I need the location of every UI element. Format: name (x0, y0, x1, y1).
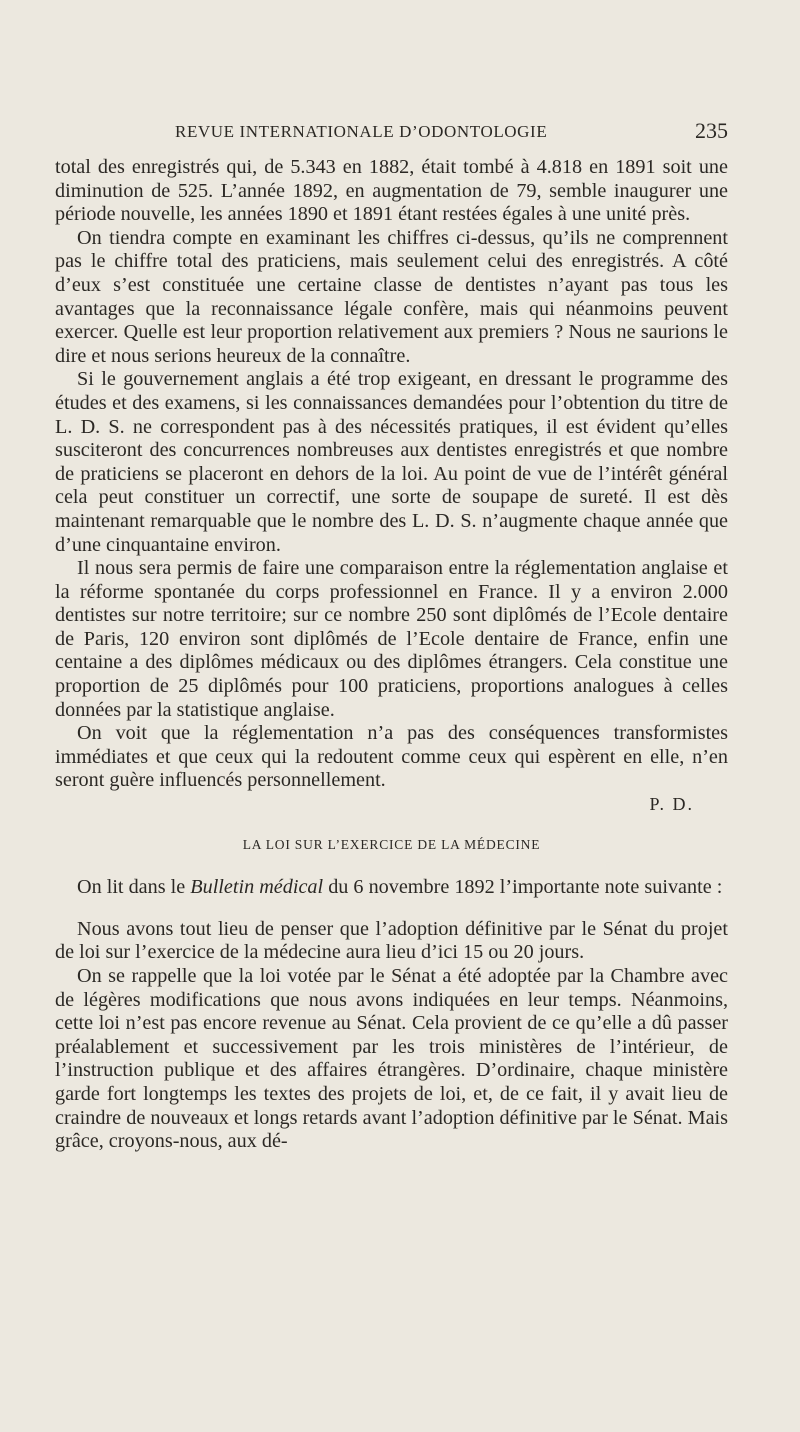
section-title: LA LOI SUR L’EXERCICE DE LA MÉDECINE (242, 836, 541, 852)
lead-paragraph (55, 876, 728, 900)
body-text (55, 156, 728, 1154)
paragraph: total des enregistrés qui, de 5.343 en 1882, était tombé à 4.818 en 1891 soit une diminution de 525. L’année 1892, en augmentation de 79, semble inaugurer une période nouvelle, les années 1890 et 1891 étant restées égales à une unité près. (55, 156, 728, 226)
running-title: REVUE INTERNATIONALE D’ODONTOLOGIE (175, 122, 548, 141)
author-signature: P. D. (649, 794, 694, 815)
paragraph: Il nous sera permis de faire une comparaison entre la réglementation anglaise et la réforme spontanée du corps professionnel en France. Il y a environ 2.000 dentistes sur notre territoire; sur ce nombre 250 sont diplômés de l’Ecole dentaire de Paris, 120 environ sont diplômés de l’Ecole dentaire de France, enfin une centaine a des diplômes médicaux ou des diplômes étrangers. Cela constitue une proportion de 25 diplômés pour 100 praticiens, proportions analogues à celles données par la statistique anglaise. (55, 557, 728, 721)
page-number: 235 (695, 118, 728, 143)
quoted-paragraph: Nous avons tout lieu de penser que l’adoption définitive par le Sénat du projet de loi sur l’exercice de la médecine aura lieu d’ici 15 ou 20 jours. (55, 917, 728, 964)
paragraph: On tiendra compte en examinant les chiffres ci-dessus, qu’ils ne comprennent pas le chiffre total des praticiens, mais seulement celui des enregistrés. A côté d’eux s’est constituée une certaine classe de dentistes n’ayant pas tous les avantages que la reconnaissance légale confère, mais qui néanmoins peuvent exercer. Quelle est leur proportion relativement aux premiers ? Nous ne saurions le dire et nous serions heureux de la connaître. (55, 226, 728, 367)
quoted-paragraph: On se rappelle que la loi votée par le Sénat a été adoptée par la Chambre avec de légères modifications que nous avons indiquées en leur temps. Néanmoins, cette loi n’est pas encore revenue au Sénat. Cela provient de ce qu’elle a dû passer préalablement et successivement par les trois ministères de l’intérieur, de l’instruction publique et des affaires étrangères. D’ordinaire, chaque ministère garde fort longtemps les textes des projets de loi, et, de ce fait, il y avait lieu de craindre de nouveaux et longs retards avant l’adoption définitive par le Sénat. Mais grâce, croyons-nous, aux dé- (55, 965, 728, 1153)
running-head (55, 118, 728, 148)
paragraph: On voit que la réglementation n’a pas des conséquences transformistes immédiates et que ceux qui la redoutent comme ceux qui espèrent en elle, n’en seront guère influencés personnellement. (55, 722, 728, 792)
publication-title: Bulletin médical (190, 876, 324, 899)
lead-text-after: du 6 novembre 1892 l’importante note suivante : (323, 876, 723, 899)
lead-text-before: On lit dans le (77, 876, 191, 899)
paragraph: Si le gouvernement anglais a été trop exigeant, en dressant le programme des études et des examens, si les connaissances demandées pour l’obtention du titre de L. D. S. ne correspondent pas à des nécessités pratiques, il est évident qu’elles susciteront des concurrences nombreuses aux dentistes enregistrés et que nombre de praticiens se placeront en dehors de la loi. Au point de vue de l’intérêt général cela peut constituer un correctif, une sorte de soupape de sureté. Il est dès maintenant remarquable que le nombre des L. D. S. n’augmente chaque année que d’une cinquantaine environ. (55, 368, 728, 556)
